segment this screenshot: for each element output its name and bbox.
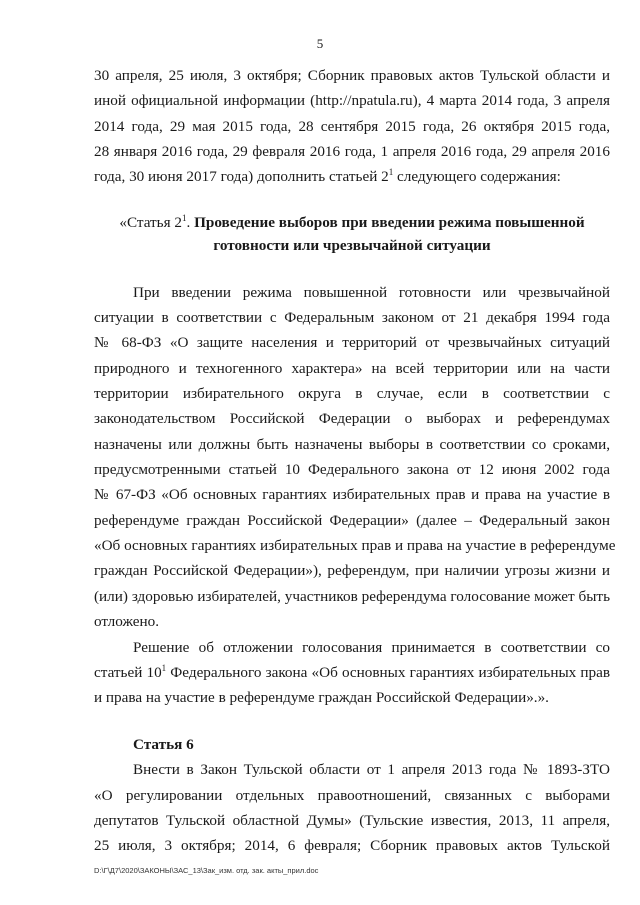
page-number: 5 — [316, 36, 324, 51]
text-line: назначены или должны быть назначены выборы в соответствии со сроками, — [94, 436, 610, 453]
superscript: 1 — [161, 663, 167, 673]
text-span: статьей 10 — [94, 664, 162, 681]
text-line: 30 апреля, 25 июля, 3 октября; Сборник правовых актов Тульской области и — [94, 67, 610, 84]
text-line — [94, 663, 610, 683]
text-line: 2014 года, 29 мая 2015 года, 28 сентября 2015 года, 26 октября 2015 года, — [94, 118, 610, 135]
text-line: При введении режима повышенной готовности или чрезвычайной — [133, 284, 610, 301]
article-prefix: «Статья 2 — [119, 214, 182, 231]
text-span: следующего содержания: — [393, 168, 561, 185]
text-line: иной официальной информации (http://npatula.ru), 4 марта 2014 года, 3 апреля — [94, 92, 610, 109]
text-line: предусмотренными статьей 10 Федерального закона от 12 июня 2002 года — [94, 461, 610, 478]
text-line: отложено. — [94, 613, 159, 630]
article-title-line2: готовности или чрезвычайной ситуации — [213, 237, 491, 254]
text-line: референдуме граждан Российской Федерации» (далее – Федеральный закон — [94, 512, 610, 529]
text-line: «Об основных гарантиях избирательных прав и права на участие в референдуме — [94, 537, 616, 554]
text-line: «О регулировании отдельных правоотношений, связанных с выборами — [94, 787, 610, 804]
article-heading — [94, 213, 610, 233]
text-span: года, 30 июня 2017 года) дополнить статьей 2 — [94, 168, 389, 185]
text-line: 25 июля, 3 октября; 2014, 6 февраля; Сборник правовых актов Тульской — [94, 837, 610, 854]
text-line: территории избирательного округа в случае, если в соответствии с — [94, 385, 610, 402]
footer-file-path: D:\Г\Д7\2020\ЗАКОНЫ\ЗАС_13\Зак_изм. отд. зак. акты_прил.doc — [94, 866, 319, 875]
text-line: ситуации в соответствии с Федеральным законом от 21 декабря 1994 года — [94, 309, 610, 326]
text-line: 28 января 2016 года, 29 февраля 2016 года, 1 апреля 2016 года, 29 апреля 2016 — [94, 143, 610, 160]
text-line: Решение об отложении голосования принимается в соответствии со — [133, 639, 610, 656]
article-6-title: Статья 6 — [133, 736, 194, 753]
article-heading-line2 — [94, 236, 610, 256]
article-title-line1: Проведение выборов при введении режима повышенной — [194, 214, 585, 231]
text-line: депутатов Тульской областной Думы» (Тульские известия, 2013, 11 апреля, — [94, 812, 610, 829]
text-line — [94, 167, 610, 187]
text-span: Федерального закона «Об основных гарантиях избирательных прав — [166, 664, 611, 681]
superscript: 1 — [388, 167, 394, 177]
text-line: (или) здоровью избирателей, участников референдума голосование может быть — [94, 588, 610, 605]
superscript: 1 — [181, 213, 187, 223]
text-line: Внести в Закон Тульской области от 1 апреля 2013 года № 1893-ЗТО — [133, 761, 610, 778]
text-line: и права на участие в референдуме граждан Российской Федерации».». — [94, 689, 549, 706]
text-line: № 67-ФЗ «Об основных гарантиях избирательных прав и права на участие в — [94, 486, 610, 503]
article-dot: . — [186, 214, 195, 231]
text-line: природного и техногенного характера» на всей территории или на части — [94, 360, 610, 377]
text-line: законодательством Российской Федерации о выборах и референдумах — [94, 410, 610, 427]
text-line: № 68-ФЗ «О защите населения и территорий от чрезвычайных ситуаций — [94, 334, 610, 351]
text-line: граждан Российской Федерации»), референдум, при наличии угрозы жизни и — [94, 562, 610, 579]
